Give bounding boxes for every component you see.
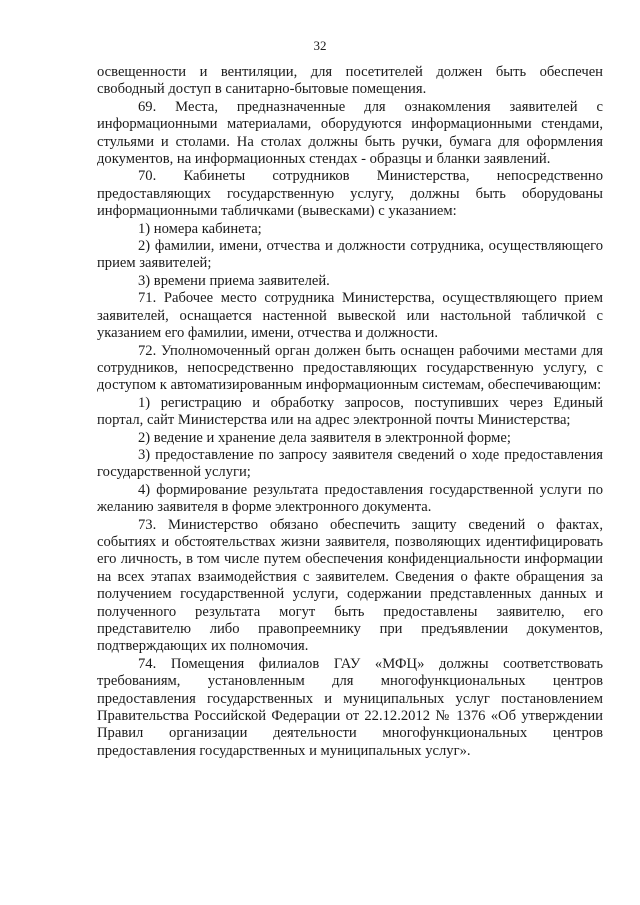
- paragraph-70: 70. Кабинеты сотрудников Министерства, непосредственно предоставляющих государственную услугу, должны быть оборудованы информационными табличками (вывесками) с указанием:: [97, 168, 603, 220]
- paragraph-69: 69. Места, предназначенные для ознакомления заявителей с информационными материалами, оборудуются информационными стендами, стульями и столами. На столах должны быть ручки, бумага для оформления документов, на информационных стендах - образцы и бланки заявлений.: [97, 98, 603, 168]
- list-item-case-storage: 2) ведение и хранение дела заявителя в электронной форме;: [138, 429, 511, 446]
- document-body: [97, 64, 603, 760]
- list-item-result-formation: 4) формирование результата предоставления государственной услуги по желанию заявителя в форме электронного документа.: [97, 481, 603, 516]
- list-item-information-provision: 3) предоставление по запросу заявителя сведений о ходе предоставления государственной услуги;: [97, 446, 603, 481]
- list-item-employee-name: 2) фамилии, имени, отчества и должности сотрудника, осуществляющего прием заявителей;: [97, 238, 603, 272]
- paragraph-72: 72. Уполномоченный орган должен быть оснащен рабочими местами для сотрудников, непосредственно предоставляющих государственную услугу, с доступом к автоматизированным информационным системам, обеспечивающим:: [97, 342, 603, 394]
- paragraph-continuation: освещенности и вентиляции, для посетителей должен быть обеспечен свободный доступ в санитарно-бытовые помещения.: [97, 64, 603, 98]
- list-item-cabinet-number: 1) номера кабинета;: [138, 220, 262, 237]
- list-item-reception-time: 3) времени приема заявителей.: [138, 272, 330, 289]
- page-number: 32: [313, 38, 327, 53]
- paragraph-74: 74. Помещения филиалов ГАУ «МФЦ» должны соответствовать требованиям, установленным для многофункциональных центров предоставления государственных и муниципальных услуг постановлением Правительства Российской Федерации от 22.12.2012 № 1376 «Об утверждении Правил организации деятельности многофункциональных центров предоставления государственных и муниципальных услуг».: [97, 655, 603, 759]
- paragraph-73: 73. Министерство обязано обеспечить защиту сведений о фактах, событиях и обстоятельствах жизни заявителя, позволяющих идентифицировать его личность, в том числе путем обеспечения конфиденциальности информации на всех этапах взаимодействия с заявителем. Сведения о факте обращения за получением государственной услуги, содержании представленных данных и полученного результата могут быть предоставлены заявителю, его представителю либо правопреемнику при предъявлении документов, подтверждающих их полномочия.: [97, 516, 603, 655]
- paragraph-71: 71. Рабочее место сотрудника Министерства, осуществляющего прием заявителей, оснащается настенной вывеской или настольной табличкой с указанием его фамилии, имени, отчества и должности.: [97, 290, 603, 342]
- list-item-registration: 1) регистрацию и обработку запросов, поступивших через Единый портал, сайт Министерства или на адрес электронной почты Министерства;: [97, 394, 603, 429]
